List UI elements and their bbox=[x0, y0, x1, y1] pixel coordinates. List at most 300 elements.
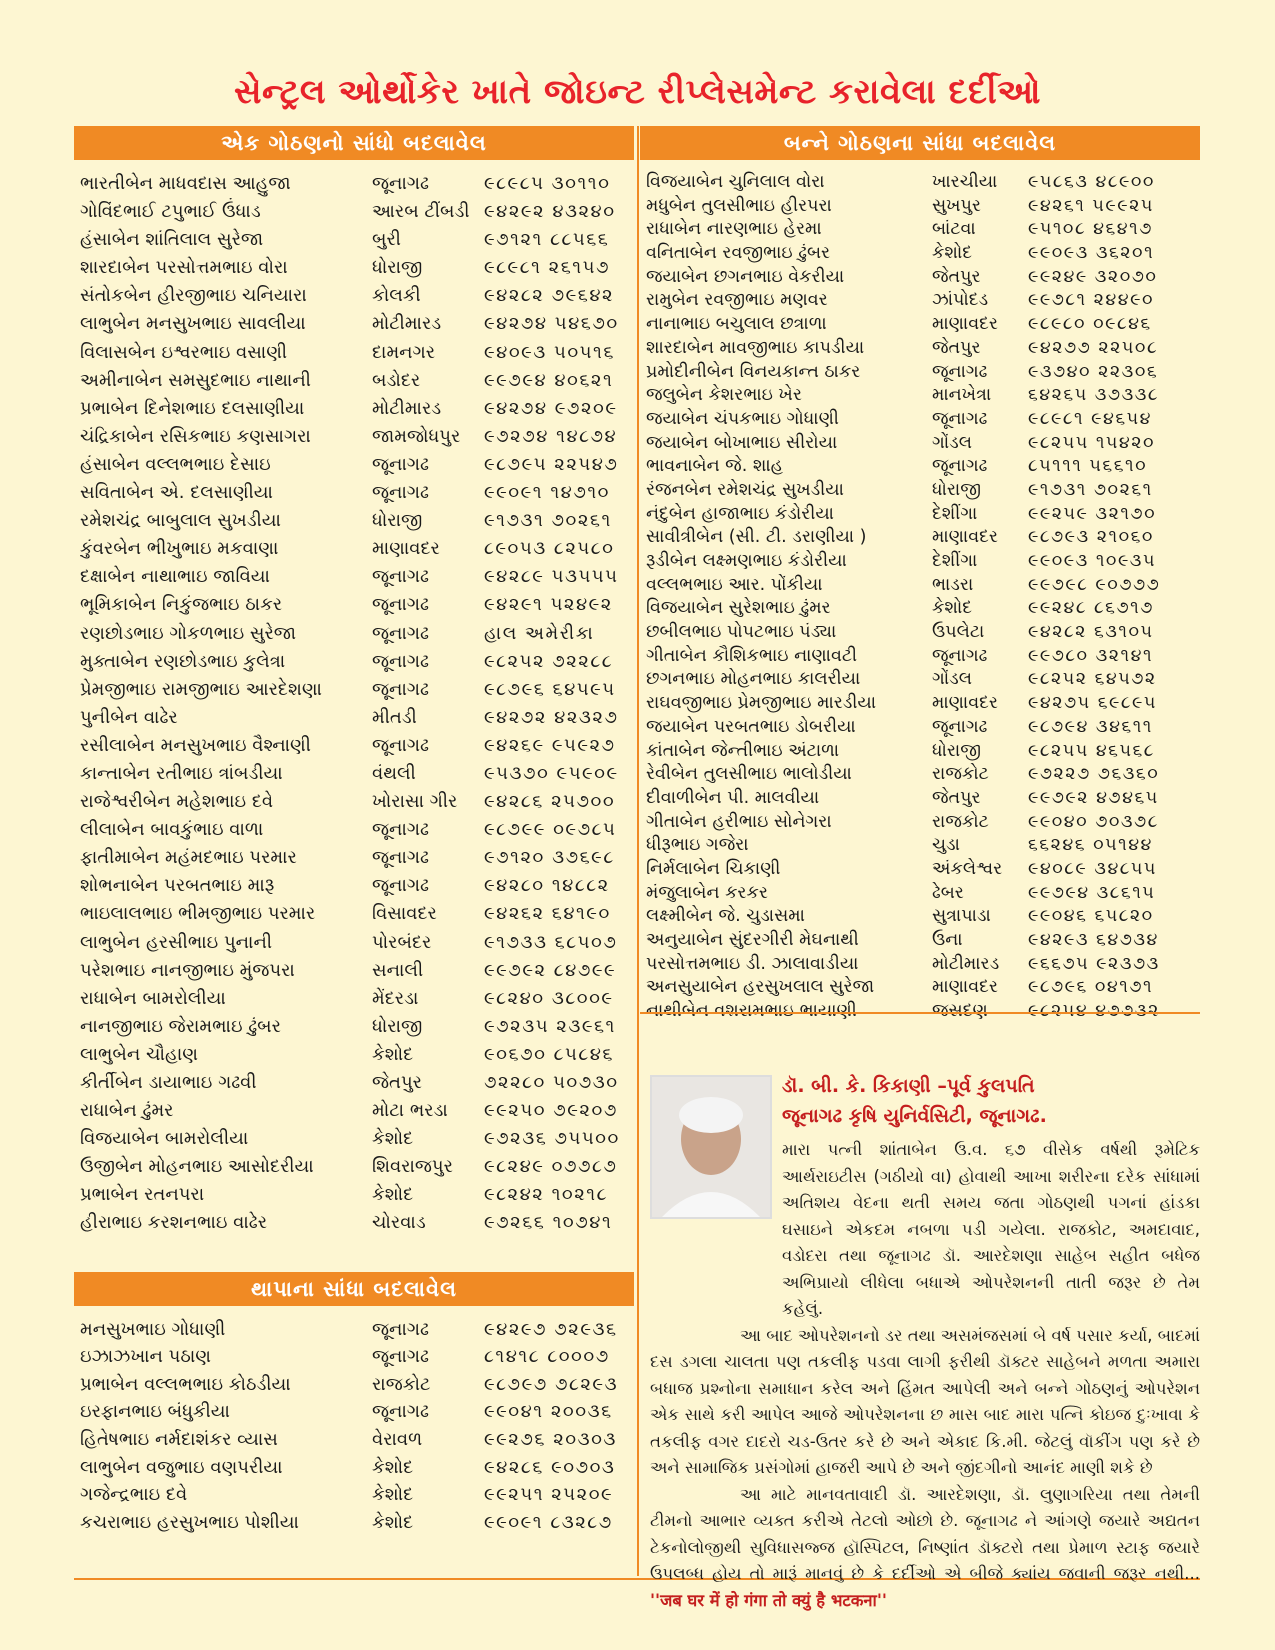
patient-row bbox=[80, 1181, 634, 1209]
patient-row bbox=[80, 423, 634, 451]
patient-name: જયાબેન ચંપકભાઇ ગોધાણી bbox=[646, 408, 839, 429]
patient-phone: ૯૭૨૨૭ ૭૬૩૬૦ bbox=[1028, 764, 1160, 785]
patient-city: ભાડરા bbox=[932, 574, 974, 595]
patient-row bbox=[80, 1069, 634, 1097]
patient-row bbox=[80, 1097, 634, 1125]
patient-row bbox=[80, 198, 634, 226]
patient-row bbox=[646, 667, 1200, 691]
patient-city: પોરબંદર bbox=[372, 931, 432, 953]
patient-phone: ૯૪૨૬૧ ૫૯૯૨૫ bbox=[1028, 195, 1154, 216]
patient-name: કચરાભાઇ હરસુખભાઇ પોશીયા bbox=[80, 1511, 299, 1533]
page-title: સેન્ટ્રલ ઓર્થોકેર ખાતે જોઇન્ટ રીપ્લેસમેન્ટ કરાવેલા દર્દીઓ bbox=[234, 72, 1041, 112]
patient-city: ચોરવાડ bbox=[372, 1212, 426, 1234]
patient-phone: ૯૫૧૦૮ ૪૬૪૧૭ bbox=[1028, 219, 1153, 240]
patient-name: પ્રેમજીભાઇ રામજીભાઇ આરદેશણા bbox=[80, 678, 322, 700]
patient-phone: ૯૪૦૮૯ ૩૪૮૫૫ bbox=[1028, 858, 1157, 879]
patient-name: રાધાબેન ઢુંમર bbox=[80, 1100, 174, 1122]
single-knee-list bbox=[74, 160, 634, 1238]
patient-city: જૂનાગઢ bbox=[372, 173, 429, 194]
patient-city: વેરાવળ bbox=[372, 1428, 423, 1450]
patient-row bbox=[646, 644, 1200, 668]
patient-city: માણાવદર bbox=[932, 693, 998, 714]
patient-phone: ૯૪૨૮૨ ૬૩૧૦૫ bbox=[1028, 622, 1154, 643]
patient-phone: ૯૦૬૭૦ ૮૫૮૪૬ bbox=[484, 1043, 615, 1065]
patient-row bbox=[80, 1454, 634, 1482]
patient-city: કેશોદ bbox=[372, 1184, 414, 1206]
patient-name: જલુબેન કેશરભાઇ ખેર bbox=[646, 385, 802, 406]
patient-city: ધોરાજી bbox=[372, 257, 423, 279]
patient-name: વિજયાબેન ચુનિલાલ વોરા bbox=[646, 172, 825, 192]
patient-phone: ૮૯૦૫૩ ૮૨૫૮૦ bbox=[484, 538, 615, 560]
patient-row bbox=[646, 573, 1200, 597]
patient-row bbox=[646, 596, 1200, 620]
patient-row bbox=[80, 816, 634, 844]
patient-row bbox=[80, 170, 634, 198]
patient-row bbox=[80, 648, 634, 676]
patient-name: રસીલાબેન મનસુખભાઇ વૈશ્નાણી bbox=[80, 734, 311, 756]
patient-row bbox=[646, 217, 1200, 241]
patient-phone: ૯૯૨૫૧ ૨૫૨૦૯ bbox=[484, 1484, 614, 1506]
patient-row bbox=[646, 265, 1200, 289]
patient-phone: ૯૧૭૩૧ ૭૦૨૬૧ bbox=[484, 510, 612, 532]
patient-row bbox=[646, 241, 1200, 265]
patient-name: મુક્તાબેન રણછોડભાઇ કુલેત્રા bbox=[80, 650, 286, 672]
patient-row bbox=[80, 1316, 634, 1344]
patient-city: મોટીમારડ bbox=[372, 313, 442, 335]
patient-row bbox=[646, 431, 1200, 455]
patient-name: શોભનાબેન પરબતભાઇ મારૂ bbox=[80, 875, 275, 897]
patient-row bbox=[80, 732, 634, 760]
patient-row bbox=[646, 478, 1200, 502]
patient-phone: ૮૫૧૧૧ ૫૬૬૧૦ bbox=[1028, 456, 1148, 477]
patient-phone: ૯૮૨૪૯ ૦૭૭૮૭ bbox=[484, 1156, 618, 1178]
patient-row bbox=[646, 454, 1200, 478]
patient-row bbox=[646, 312, 1200, 336]
left-column bbox=[74, 126, 634, 1536]
patient-phone: ૯૪૨૯૩ ૬૪૭૩૪ bbox=[1028, 930, 1159, 950]
patient-row bbox=[646, 999, 1200, 1023]
patient-city: મોટીમારડ bbox=[372, 397, 442, 419]
patient-row bbox=[646, 739, 1200, 763]
patient-city: જૂનાગઢ bbox=[932, 645, 988, 666]
patient-row bbox=[80, 1209, 634, 1237]
patient-phone: ૯૯૭૯૨ ૮૪૭૯૯ bbox=[484, 959, 617, 981]
patient-row bbox=[646, 833, 1200, 857]
patient-phone: ૯૭૧૨૦ ૩૭૬૯૮ bbox=[484, 847, 615, 869]
patient-row bbox=[80, 1153, 634, 1181]
patient-name: લાભુબેન ચૌહાણ bbox=[80, 1043, 198, 1065]
patient-phone: ૯૭૨૩૬ ૭૫૫૦૦ bbox=[484, 1128, 620, 1150]
patient-row bbox=[80, 310, 634, 338]
patient-row bbox=[646, 360, 1200, 384]
patient-city: ધોરાજી bbox=[932, 479, 981, 500]
patient-name: હિતેષભાઇ નર્મદાશંકર વ્યાસ bbox=[80, 1428, 278, 1450]
patient-city: ધોરાજી bbox=[372, 510, 423, 532]
patient-city: જૂનાગઢ bbox=[932, 456, 988, 477]
patient-name: ઇઝાઝખાન પઠાણ bbox=[80, 1346, 211, 1368]
patient-phone: ૯૯૦૯૧ ૮૩૨૮૭ bbox=[484, 1511, 613, 1533]
patient-phone: ૯૪૨૭૨ ૪૨૩૨૭ bbox=[484, 706, 619, 728]
patient-phone: ૯૯૦૪૦ ૭૦૩૭૮ bbox=[1028, 811, 1159, 832]
patient-city: મોટીમારડ bbox=[932, 953, 1000, 974]
patient-phone: ૯૯૨૪૯ ૩૨૦૭૦ bbox=[1028, 266, 1158, 287]
patient-name: શારદાબેન માવજીભાઇ કાપડીયા bbox=[646, 337, 865, 358]
patient-phone: ૯૮૭૯૬ ૦૪૧૭૧ bbox=[1028, 977, 1154, 998]
patient-city: જેતપુર bbox=[932, 266, 981, 287]
patient-city: રાજકોટ bbox=[932, 764, 989, 785]
patient-name: વિજયાબેન સુરેશભાઇ ઢુંમર bbox=[646, 598, 831, 619]
patient-phone: ૯૯૨૭૬ ૨૦૩૦૩ bbox=[484, 1428, 617, 1450]
patient-row bbox=[646, 857, 1200, 881]
patient-row bbox=[80, 451, 634, 479]
patient-name: મનસુખભાઇ ગોધાણી bbox=[80, 1318, 226, 1340]
patient-name: જયાબેન છગનભાઇ વેકરીયા bbox=[646, 266, 845, 287]
patient-row bbox=[646, 549, 1200, 573]
patient-name: છબીલભાઇ પોપટભાઇ પંડ્યા bbox=[646, 622, 837, 643]
section-heading-hip: થાપાના સાંધા બદલાવેલ bbox=[74, 1272, 634, 1306]
patient-phone: ૯૮૯૮૧ ૯૪૬૫૪ bbox=[1028, 408, 1152, 429]
patient-row bbox=[80, 1481, 634, 1509]
patient-phone: ૯૮૭૯૭ ૭૮૨૯૩ bbox=[484, 1373, 619, 1395]
column-divider bbox=[637, 126, 639, 1576]
patient-row bbox=[646, 928, 1200, 952]
patient-phone: ૯૪૨૯૨ ૪૩૨૪૦ bbox=[484, 201, 616, 223]
patient-city: જૂનાગઢ bbox=[372, 482, 429, 504]
patient-city: માણાવદર bbox=[932, 314, 998, 335]
patient-city: જામજોધપુર bbox=[372, 425, 461, 447]
patient-phone: ૯૮૨૪૦ ૩૮૦૦૯ bbox=[484, 987, 614, 1009]
patient-phone: ૯૯૭૯૨ ૪૭૪૬૫ bbox=[1028, 787, 1159, 808]
patient-phone: ૯૯૭૯૮ ૯૦૭૭૭ bbox=[1028, 574, 1161, 595]
patient-city: જૂનાગઢ bbox=[372, 1318, 429, 1340]
patient-name: પ્રભાબેન વલ્લભભાઇ કોઠડીયા bbox=[80, 1373, 291, 1395]
both-knees-list bbox=[640, 160, 1200, 1023]
patient-phone: ૯૪૨૯૭ ૭૨૯૩૬ bbox=[484, 1318, 618, 1340]
patient-city: મીતડી bbox=[372, 706, 417, 728]
patient-city: આરબ ટીંબડી bbox=[372, 201, 470, 223]
patient-name: પરેશભાઇ નાનજીભાઇ મુંજપરા bbox=[80, 959, 295, 981]
patient-row bbox=[80, 535, 634, 563]
patient-phone: ૯૫૩૭૦ ૯૫૯૦૯ bbox=[484, 762, 619, 784]
patient-phone: ૯૮૯૮૧ ૨૬૧૫૭ bbox=[484, 257, 610, 279]
patient-row bbox=[646, 762, 1200, 786]
patient-phone: ૬૬૨૪૬ ૦૫૧૪૪ bbox=[1028, 835, 1153, 856]
patient-city: કેશોદ bbox=[932, 243, 973, 264]
patient-city: ઢેબર bbox=[932, 882, 964, 903]
patient-city: વંથલી bbox=[372, 762, 416, 784]
patient-phone: ૯૪૨૯૧ ૫૨૪૯૨ bbox=[484, 594, 613, 616]
patient-name: દક્ષાબેન નાથાભાઇ જાવિયા bbox=[80, 566, 270, 588]
patient-city: જૂનાગઢ bbox=[372, 594, 429, 616]
patient-name: છગનભાઇ મોહનભાઇ કાલરીયા bbox=[646, 669, 861, 690]
patient-name: હીરાભાઇ કરશનભાઇ વાઢેર bbox=[80, 1212, 268, 1234]
patient-row bbox=[80, 900, 634, 928]
patient-city: મોટા ભરડા bbox=[372, 1100, 448, 1122]
patient-city: દેશીંગા bbox=[932, 551, 978, 571]
patient-name: લીલાબેન બાવકુંભાઇ વાળા bbox=[80, 819, 264, 841]
patient-name: નાનજીભાઇ જેરામભાઇ ઢુંબર bbox=[80, 1015, 281, 1037]
patient-phone: ૯૮૯૮૫ ૩૦૧૧૦ bbox=[484, 173, 611, 194]
patient-row bbox=[80, 563, 634, 591]
patient-city: જૂનાગઢ bbox=[932, 361, 988, 382]
patient-city: શિવરાજપુર bbox=[372, 1156, 453, 1178]
patient-name: રાઘવજીભાઇ પ્રેમજીભાઇ મારડીયા bbox=[646, 693, 877, 714]
patient-city: જૂનાગઢ bbox=[372, 622, 429, 644]
patient-city: બુરી bbox=[372, 229, 401, 251]
patient-row bbox=[80, 957, 634, 985]
patient-name: જયાબેન બોખાભાઇ સીરોયા bbox=[646, 432, 838, 453]
patient-row bbox=[646, 336, 1200, 360]
patient-row bbox=[646, 194, 1200, 218]
patient-city: કોલકી bbox=[372, 285, 421, 307]
section-heading-both-knees: બન્ને ગોઠણના સાંધા બદલાવેલ bbox=[640, 126, 1200, 160]
patient-city: સનાલી bbox=[372, 959, 424, 981]
patient-city: બાંટવા bbox=[932, 219, 976, 240]
patient-phone bbox=[1028, 999, 1200, 1023]
patient-city: દામનગર bbox=[372, 341, 436, 363]
patient-phone: ૯૯૭૮૧ ૨૪૪૯૦ bbox=[1028, 290, 1155, 311]
patient-phone: ૯૮૨૫૫ ૪૬૫૬૮ bbox=[1028, 740, 1155, 761]
patient-phone: ૯૯૨૪૮ ૮૬૭૧૭ bbox=[1028, 598, 1154, 619]
patient-row bbox=[80, 395, 634, 423]
patient-city: બડોદર bbox=[372, 369, 421, 391]
patient-city: જેતપુર bbox=[372, 1072, 422, 1093]
patient-row bbox=[646, 502, 1200, 526]
patient-name: ઇરફાનભાઇ બંધુકીયા bbox=[80, 1401, 230, 1423]
patient-name: લાભુબેન મનસુખભાઇ સાવલીયા bbox=[80, 313, 306, 335]
patient-phone: હાલ અમેરીકા bbox=[484, 622, 595, 644]
patient-city: માણાવદર bbox=[932, 977, 998, 998]
hip-list bbox=[74, 1306, 634, 1537]
patient-city: ખોરાસા ગીર bbox=[372, 791, 458, 813]
patient-phone: ૯૪૨૮૬ ૯૦૭૦૩ bbox=[484, 1456, 616, 1478]
patient-phone: ૯૯૦૯૩ ૧૦૯૩૫ bbox=[1028, 551, 1156, 571]
testimonial-role: જૂનાગઢ કૃષિ યુનિર્વસિટી, જૂનાગઢ. bbox=[782, 1105, 1047, 1127]
patient-name: સંતોકબેન હીરજીભાઇ ચનિયારા bbox=[80, 285, 307, 307]
patient-phone: ૯૮૨૫૨ ૭૨૨૮૮ bbox=[484, 650, 614, 672]
patient-city: જેતપુર bbox=[932, 337, 981, 358]
patient-name: રમેશચંદ્ર બાબુલાલ સુખડીયા bbox=[80, 510, 281, 532]
patient-name: રણછોડભાઇ ગોકળભાઇ સુરેજા bbox=[80, 622, 297, 644]
patient-row bbox=[646, 383, 1200, 407]
patient-city: કેશોદ bbox=[372, 1484, 414, 1506]
patient-name: પરસોત્તમભાઇ ડી. ઝાલાવાડીયા bbox=[646, 953, 859, 974]
patient-city: કેશોદ bbox=[932, 598, 973, 619]
patient-city: કેશોદ bbox=[372, 1511, 414, 1533]
patient-city: જૂનાગઢ bbox=[372, 847, 429, 869]
patient-name: લક્ષ્મીબેન જે. ચુડાસમા bbox=[646, 906, 805, 927]
patient-city: મેંદરડા bbox=[372, 987, 419, 1009]
patient-phone: ૯૪૨૮૨ ૭૯૬૪૨ bbox=[484, 285, 615, 307]
patient-phone: ૮૧૪૧૮ ૮૦૦૦૭ bbox=[484, 1346, 610, 1368]
patient-name: મધુબેન તુલસીભાઇ હીરપરા bbox=[646, 195, 832, 216]
patient-name: વનિતાબેન રવજીભાઇ ઢુંબર bbox=[646, 243, 831, 264]
patient-row bbox=[80, 985, 634, 1013]
patient-name: અમીનાબેન સમસુદભાઇ નાથાની bbox=[80, 369, 311, 391]
patient-name: ગીતાબેન હરીભાઇ સોનેગરા bbox=[646, 811, 832, 832]
patient-phone: ૯૪૦૯૩ ૫૦૫૧૬ bbox=[484, 341, 615, 363]
testimonial-author: ડૉ. બી. કે. કિકાણી –પૂર્વ કુલપતિ bbox=[782, 1075, 1035, 1097]
patient-phone: ૯૪૨૬૯ ૯૫૯૨૭ bbox=[484, 734, 616, 756]
patient-city: જૂનાગઢ bbox=[372, 1346, 429, 1368]
patient-phone: ૯૭૧૨૧ ૮૮૫૬૬ bbox=[484, 229, 610, 251]
patient-phone: ૯૯૦૪૬ ૬૫૮૨૦ bbox=[1028, 906, 1154, 927]
patient-city: જૂનાગઢ bbox=[372, 566, 429, 588]
patient-city: કેશોદ bbox=[372, 1128, 414, 1150]
patient-city: ગોંડલ bbox=[932, 669, 972, 690]
patient-row bbox=[646, 620, 1200, 644]
patient-row bbox=[80, 872, 634, 900]
patient-phone: ૯૭૨૭૪ ૧૪૮૭૪ bbox=[484, 425, 618, 447]
patient-city: જૂનાગઢ bbox=[932, 716, 988, 737]
patient-city bbox=[932, 999, 1028, 1023]
patient-city: દેશીંગા bbox=[932, 503, 978, 524]
testimonial-para-1: મારા પત્ની શાંતાબેન ઉ.વ. ૬૭ વીસેક વર્ષથી રૂમેટિક આર્થરાઇટીસ (ગઠીયો વા) હોવાથી આખા શરીરના દરેક સાંધામાં અતિશય વેદના થતી સમય જતા ગોઠણથી પગનાં હાંડકા ઘસાઇને એકદમ નબળા પડી ગયેલા. રાજકોટ, અમદાવાદ, વડોદરા તથા જૂનાગઢ ડૉ. આરદેશણા સાહેબ સહીત બધેજ અભિપ્રાયો લીધેલા બધાએ ઓપરેશનની તાતી જરૂર છે તેમ કહેલું. bbox=[782, 1140, 1200, 1318]
patient-city: રાજકોટ bbox=[932, 811, 989, 832]
patient-row bbox=[646, 691, 1200, 715]
patient-row bbox=[80, 254, 634, 282]
patient-phone: ૯૪૨૮૯ ૫૩૫૫૫ bbox=[484, 566, 619, 588]
patient-city: સુખપુર bbox=[932, 195, 981, 216]
patient-city: ઝાંપોદડ bbox=[932, 290, 989, 311]
patient-name: દીવાળીબેન પી. માલવીયા bbox=[646, 787, 820, 808]
patient-phone: ૯૮૯૮૦ ૦૯૮૪૬ bbox=[1028, 314, 1152, 335]
patient-row bbox=[80, 1343, 634, 1371]
patient-phone: ૯૪૨૮૬ ૨૫૭૦૦ bbox=[484, 791, 616, 813]
patient-name: વિલાસબેન ઇશ્વરભાઇ વસાણી bbox=[80, 341, 288, 363]
patient-name: પ્રમોદીનીબેન વિનયકાન્ત ઠાકર bbox=[646, 361, 861, 382]
testimonial-para-2: આ બાદ ઓપરેશનનો ડર તથા અસમંજસમાં બે વર્ષ પસાર કર્યા, બાદમાં દસ ડગલા ચાલતા પણ તકલીફ પડવા લાગી ફરીથી ડૉક્ટર સાહેબને મળતા અમારા બધાજ પ્રશ્નોના સમાધાન કરેલ અને હિંમત આપેલી અને બન્ને ગોઠણનું ઓપરેશન એક સાથે કરી આપેલ આજે ઓપરેશનના છ માસ બાદ મારા પત્નિ કોઇજ દુઃખાવા કે તકલીફ વગર દાદરો ચડ-ઉતર કરે છે અને એકાદ કિ.મી. જેટલું વૉકીંગ પણ કરે છે અને સામાજિક પ્રસંગોમાં હાજરી આપે છે અને જીંદગીનો આનંદ માણી શકે છે bbox=[650, 1325, 1200, 1477]
patient-row bbox=[80, 1013, 634, 1041]
patient-name: શારદાબેન પરસોત્તમભાઇ વોરા bbox=[80, 257, 288, 279]
patient-phone: ૯૩૭૪૦ ૨૨૩૦૬ bbox=[1028, 361, 1159, 382]
patient-phone: ૯૯૭૮૦ ૩૨૧૪૧ bbox=[1028, 645, 1154, 666]
patient-phone: ૯૮૭૯૩ ૨૧૦૬૦ bbox=[1028, 527, 1154, 548]
patient-name: ગજેન્દ્રભાઇ દવે bbox=[80, 1484, 188, 1506]
patient-city: કેશોદ bbox=[372, 1043, 414, 1065]
patient-row bbox=[80, 788, 634, 816]
patient-name: સવિતાબેન એ. દલસાણીયા bbox=[80, 482, 273, 504]
patient-city: માણાવદર bbox=[372, 538, 440, 560]
testimonial-quote: ''जब घर में हो गंगा तो क्युं है भटकना'' bbox=[650, 1590, 887, 1610]
patient-name: સાવીત્રીબેન (સી. ટી. ડરાણીયા ) bbox=[646, 527, 867, 548]
patient-name: કીર્તીબેન ડાયાભાઇ ગઢવી bbox=[80, 1072, 257, 1093]
patient-city: ખારચીયા bbox=[932, 172, 998, 192]
patient-phone: ૯૪૨૭૪ ૫૪૬૭૦ bbox=[484, 313, 619, 335]
patient-name: ધીરૂભાઇ ગજેરા bbox=[646, 835, 749, 856]
patient-city: જૂનાગઢ bbox=[372, 875, 429, 897]
patient-row bbox=[80, 226, 634, 254]
patient-city: ચુડા bbox=[932, 835, 960, 856]
patient-phone: ૯૮૨૪૨ ૧૦૨૧૮ bbox=[484, 1184, 609, 1206]
patient-row bbox=[646, 881, 1200, 905]
patient-phone: ૯૬૬૭૫ ૯૨૩૭૩ bbox=[1028, 953, 1160, 974]
patient-city: વિસાવદર bbox=[372, 903, 437, 925]
patient-name: રામુબેન રવજીભાઇ મણવર bbox=[646, 290, 828, 311]
patient-row bbox=[80, 1371, 634, 1399]
divider-line bbox=[640, 1012, 1200, 1014]
patient-phone: ૯૮૭૯૫ ૨૨૫૪૭ bbox=[484, 453, 619, 475]
patient-name: રાધાબેન બામરોલીયા bbox=[80, 987, 226, 1009]
patient-name: અનુયાબેન સુંદરગીરી મેઘનાથી bbox=[646, 930, 859, 950]
patient-name: ભાવનાબેન જે. શાહ bbox=[646, 456, 784, 477]
patient-row bbox=[80, 844, 634, 872]
patient-row bbox=[80, 1426, 634, 1454]
patient-city: જૂનાગઢ bbox=[372, 650, 429, 672]
patient-city: ધોરાજી bbox=[372, 1015, 423, 1037]
patient-phone: ૬૪૨૬૫ ૩૭૩૩૮ bbox=[1028, 385, 1160, 406]
patient-city: ધોરાજી bbox=[932, 740, 981, 761]
patient-row bbox=[80, 1509, 634, 1537]
patient-phone: ૭૨૨૮૦ ૫૦૭૩૦ bbox=[484, 1072, 619, 1093]
patient-name: ભારતીબેન માધવદાસ આહુજા bbox=[80, 173, 291, 194]
patient-row bbox=[80, 479, 634, 507]
patient-phone: ૯૭૨૬૬ ૧૦૭૪૧ bbox=[484, 1212, 613, 1234]
patient-row bbox=[646, 170, 1200, 194]
patient-name: ભાઇલાલભાઇ ભીમજીભાઇ પરમાર bbox=[80, 903, 316, 925]
patient-name: રૂડીબેન લક્ષ્મણભાઇ કંડોરીયા bbox=[646, 551, 847, 571]
patient-row bbox=[80, 1041, 634, 1069]
patient-phone: ૯૯૦૯૩ ૩૬૨૦૧ bbox=[1028, 243, 1155, 264]
patient-name: ભૂમિકાબેન નિકુંજભાઇ ઠાકર bbox=[80, 594, 283, 616]
patient-phone: ૯૪૨૭૫ ૬૯૮૯૫ bbox=[1028, 693, 1157, 714]
patient-city: ઉપલેટા bbox=[932, 622, 985, 643]
patient-row bbox=[80, 1125, 634, 1153]
patient-phone: ૯૧૭૩૧ ૭૦૨૬૧ bbox=[1028, 479, 1153, 500]
patient-phone: ૯૮૨૫૨ ૬૪૫૭૨ bbox=[1028, 669, 1157, 690]
testimonial-body bbox=[650, 1137, 1200, 1614]
section-heading-single-knee: એક ગોઠણનો સાંધો બદલાવેલ bbox=[74, 126, 634, 160]
patient-row bbox=[80, 620, 634, 648]
patient-name: કુંવરબેન ભીખુભાઇ મકવાણા bbox=[80, 538, 279, 560]
patient-name: રંજનબેન રમેશચંદ્ર સુખડીયા bbox=[646, 479, 844, 500]
patient-row bbox=[80, 704, 634, 732]
patient-name: નંદુબેન હાજાભાઇ કંડોરીયા bbox=[646, 503, 834, 524]
patient-row bbox=[646, 904, 1200, 928]
patient-phone: ૯૯૦૪૧ ૨૦૦૩૬ bbox=[484, 1401, 613, 1423]
patient-city: જૂનાગઢ bbox=[372, 453, 429, 475]
patient-phone: ૯૭૨૩૫ ૨૩૯૬૧ bbox=[484, 1015, 616, 1037]
patient-city: જૂનાગઢ bbox=[372, 734, 429, 756]
patient-name: રાધાબેન નારણભાઇ હેરમા bbox=[646, 219, 822, 240]
patient-phone: ૯૪૨૮૦ ૧૪૮૮૨ bbox=[484, 875, 610, 897]
patient-row bbox=[80, 282, 634, 310]
patient-city: ઉના bbox=[932, 930, 963, 950]
testimonial bbox=[650, 1075, 1200, 1610]
patient-name: વલ્લભભાઇ આર. પોંકીયા bbox=[646, 574, 823, 595]
patient-city: માનખેત્રા bbox=[932, 385, 992, 406]
patient-row bbox=[80, 676, 634, 704]
patient-row bbox=[646, 525, 1200, 549]
patient-city: જૂનાગઢ bbox=[372, 1401, 429, 1423]
patient-city: સુત્રાપાડા bbox=[932, 906, 991, 927]
patient-row bbox=[80, 339, 634, 367]
patient-name: હંસાબેન વલ્લભભાઇ દેસાઇ bbox=[80, 453, 271, 475]
patient-name: હંસાબેન શાંતિલાલ સુરેજા bbox=[80, 229, 264, 251]
patient-row bbox=[646, 952, 1200, 976]
patient-phone: ૯૧૭૩૩ ૬૮૫૦૭ bbox=[484, 931, 618, 953]
patient-row bbox=[80, 760, 634, 788]
patient-name: ફાતીમાબેન મહંમદભાઇ પરમાર bbox=[80, 847, 297, 869]
patient-name: કાંતાબેન જેન્તીભાઇ અંટાળા bbox=[646, 740, 840, 761]
patient-phone: ૯૪૨૭૭ ૨૨૫૦૮ bbox=[1028, 337, 1159, 358]
patient-phone: ૯૯૦૯૧ ૧૪૭૧૦ bbox=[484, 482, 610, 504]
patient-row bbox=[80, 591, 634, 619]
patient-phone: ૯૫૮૬૩ ૪૮૯૦૦ bbox=[1028, 172, 1155, 192]
patient-name: કાન્તાબેન રતીભાઇ ત્રાંબડીયા bbox=[80, 762, 283, 784]
patient-name: નાનાભાઇ બચુલાલ છત્રાળા bbox=[646, 314, 827, 335]
patient-phone: ૯૮૭૯૬ ૬૪૫૯૫ bbox=[484, 678, 616, 700]
